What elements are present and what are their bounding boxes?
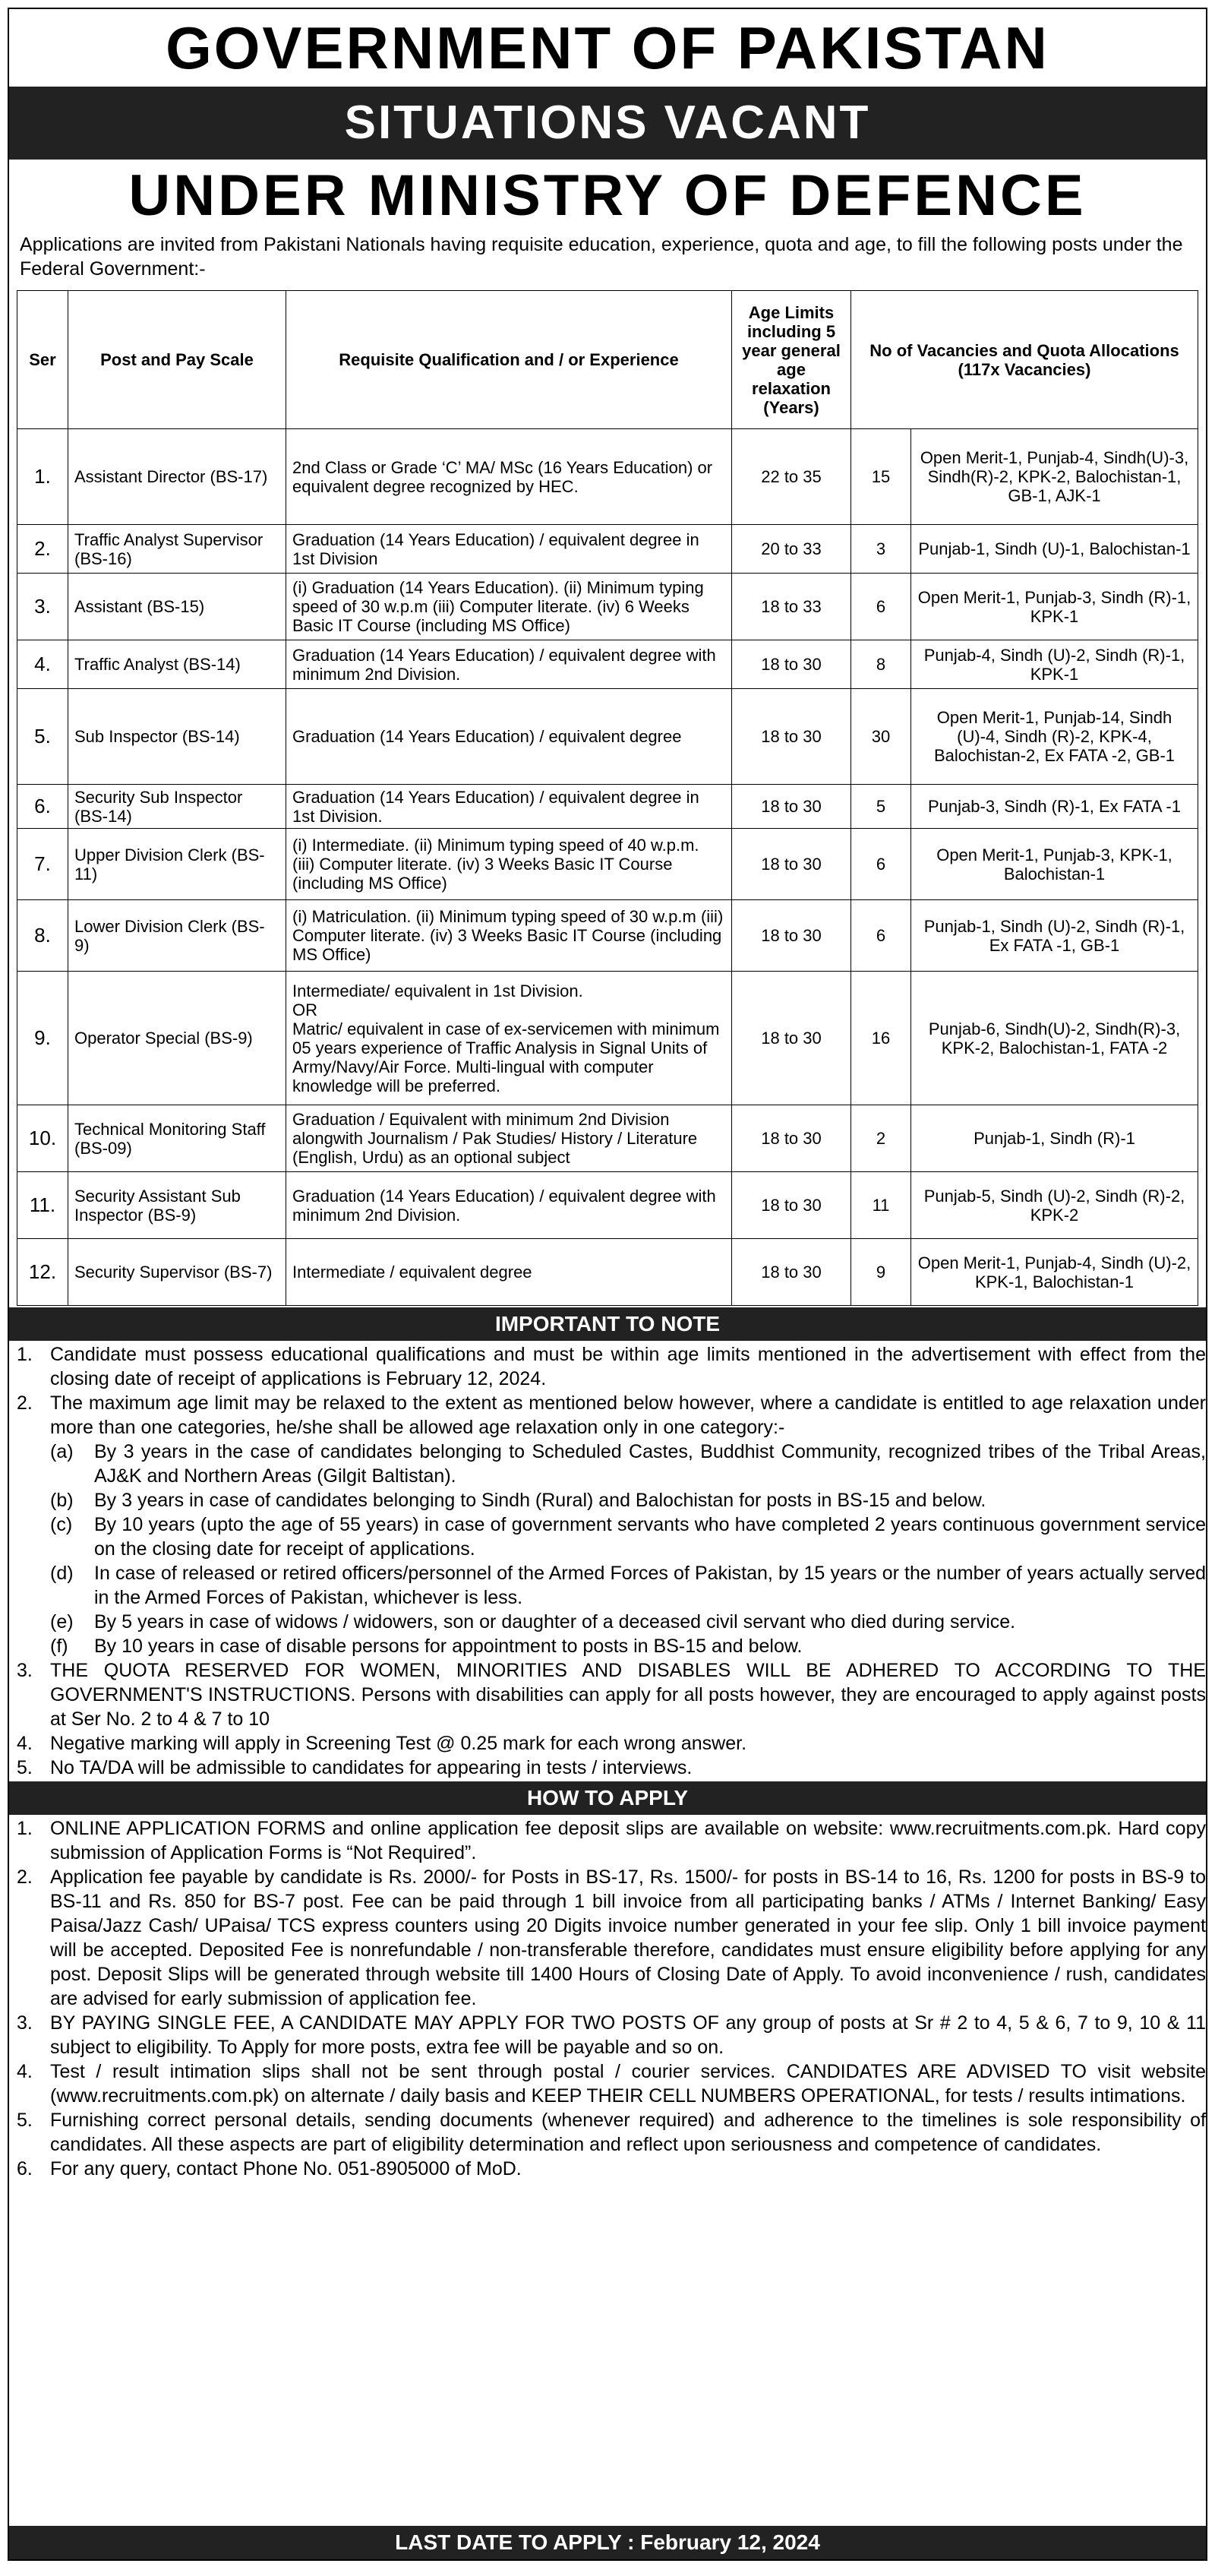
row-ser: 10.: [17, 1105, 68, 1172]
note-item: [9, 2157, 1206, 2181]
sub-note-item: [9, 1512, 1206, 1561]
row-ser: 8.: [17, 900, 68, 972]
row-vacancies: 6: [851, 900, 911, 972]
header-post: Post and Pay Scale: [68, 291, 286, 429]
note-number: (a): [50, 1441, 74, 1462]
note-item: [9, 1658, 1206, 1731]
row-vacancies: 5: [851, 785, 911, 829]
table-row: [17, 574, 1198, 640]
note-text: By 10 years (upto the age of 55 years) in case of government servants who have completed 2 years continuous government service on the closing date for receipt of applications.: [94, 1514, 1206, 1560]
note-item: [9, 1731, 1206, 1756]
vacancy-table: [17, 290, 1198, 1306]
note-item: [9, 2011, 1206, 2059]
table-row: [17, 1172, 1198, 1239]
header-qual: Requisite Qualification and / or Experience: [286, 291, 732, 429]
row-qualification: Intermediate / equivalent degree: [286, 1239, 732, 1306]
note-item: [9, 1342, 1206, 1391]
row-age-limit: 18 to 30: [732, 900, 851, 972]
note-text: By 5 years in case of widows / widowers, son or daughter of a deceased civil servant who died during service.: [94, 1611, 1016, 1633]
row-age-limit: 18 to 30: [732, 640, 851, 689]
note-item: [9, 1391, 1206, 1440]
sub-note-item: [9, 1634, 1206, 1658]
row-post: Upper Division Clerk (BS-11): [68, 829, 286, 900]
note-text: ONLINE APPLICATION FORMS and online application fee deposit slips are available on website: www.recruitments.com.pk. Hard copy submission of Application Forms is “Not Required”.: [50, 1818, 1206, 1863]
table-row: [17, 972, 1198, 1105]
row-quota: Open Merit-1, Punjab-3, Sindh (R)-1, KPK-1: [911, 574, 1198, 640]
note-item: [9, 1756, 1206, 1780]
row-qualification: Graduation (14 Years Education) / equivalent degree with minimum 2nd Division.: [286, 640, 732, 689]
row-qualification: Graduation (14 Years Education) / equivalent degree with minimum 2nd Division.: [286, 1172, 732, 1239]
row-ser: 3.: [17, 574, 68, 640]
row-vacancies: 15: [851, 429, 911, 525]
row-vacancies: 9: [851, 1239, 911, 1306]
row-quota: Punjab-1, Sindh (U)-1, Balochistan-1: [911, 525, 1198, 574]
row-post: Operator Special (BS-9): [68, 972, 286, 1105]
row-quota: Punjab-5, Sindh (U)-2, Sindh (R)-2, KPK-2: [911, 1172, 1198, 1239]
row-ser: 1.: [17, 429, 68, 525]
row-age-limit: 18 to 30: [732, 785, 851, 829]
row-vacancies: 30: [851, 689, 911, 785]
row-quota: Punjab-4, Sindh (U)-2, Sindh (R)-1, KPK-1: [911, 640, 1198, 689]
note-text: Candidate must possess educational qualifications and must be within age limits mentioned in the advertisement with effect from the closing date of receipt of applications is February 12, 2024.: [50, 1344, 1206, 1389]
row-quota: Punjab-1, Sindh (R)-1: [911, 1105, 1198, 1172]
note-number: (b): [50, 1490, 74, 1511]
row-age-limit: 18 to 30: [732, 972, 851, 1105]
table-row: [17, 640, 1198, 689]
row-qualification: 2nd Class or Grade ‘C’ MA/ MSc (16 Years Education) or equivalent degree recognized by HEC.: [286, 429, 732, 525]
row-quota: Punjab-3, Sindh (R)-1, Ex FATA -1: [911, 785, 1198, 829]
row-age-limit: 18 to 30: [732, 1239, 851, 1306]
row-post: Assistant Director (BS-17): [68, 429, 286, 525]
table-row: [17, 829, 1198, 900]
row-ser: 2.: [17, 525, 68, 574]
note-text: By 3 years in case of candidates belonging to Sindh (Rural) and Balochistan for posts in BS-15 and below.: [94, 1490, 986, 1511]
note-number: 2.: [17, 1392, 33, 1414]
row-post: Traffic Analyst Supervisor (BS-16): [68, 525, 286, 574]
note-item: [9, 2059, 1206, 2108]
row-post: Security Sub Inspector (BS-14): [68, 785, 286, 829]
sub-note-item: [9, 1488, 1206, 1512]
sub-note-item: [9, 1440, 1206, 1488]
apply-notes: [9, 1816, 1206, 2181]
note-text: Test / result intimation slips shall not be sent through postal / courier services. CANDIDATES ARE ADVISED TO visit website (www.recruitments.com.pk) on alternate / daily basis and KEEP THEIR CELL NUMBERS OPERATIONAL, for tests / results intimations.: [50, 2061, 1206, 2107]
footer-last-date: LAST DATE TO APPLY : February 12, 2024: [9, 2526, 1206, 2559]
row-post: Security Assistant Sub Inspector (BS-9): [68, 1172, 286, 1239]
note-text: BY PAYING SINGLE FEE, A CANDIDATE MAY APPLY FOR TWO POSTS OF any group of posts at Sr # 2 to 4, 5 & 6, 7 to 9, 10 & 11 subject to eligibility. To Apply for more posts, extra fee will be payable and so on.: [50, 2012, 1206, 2058]
header-ministry: UNDER MINISTRY OF DEFENCE: [128, 163, 1087, 228]
note-number: (c): [50, 1514, 73, 1535]
table-row: [17, 1105, 1198, 1172]
header-subtitle: SITUATIONS VACANT: [9, 87, 1206, 160]
note-text: The maximum age limit may be relaxed to the extent as mentioned below however, where a candidate is entitled to age relaxation under more than one categories, he/she shall be allowed age relaxation only in one category:-: [50, 1392, 1206, 1438]
row-qualification: (i) Graduation (14 Years Education). (ii) Minimum typing speed of 30 w.p.m (iii) Computer literate. (iv) 6 Weeks Basic IT Course (including MS Office): [286, 574, 732, 640]
note-number: (e): [50, 1611, 74, 1633]
note-number: 3.: [17, 2012, 33, 2034]
row-ser: 6.: [17, 785, 68, 829]
sub-note-item: [9, 1561, 1206, 1610]
row-age-limit: 22 to 35: [732, 429, 851, 525]
note-number: 1.: [17, 1344, 33, 1365]
header-age: Age Limits including 5 year general age relaxation (Years): [732, 291, 851, 429]
row-age-limit: 18 to 30: [732, 829, 851, 900]
row-ser: 7.: [17, 829, 68, 900]
advertisement-page: [8, 8, 1207, 2561]
table-row: [17, 429, 1198, 525]
row-vacancies: 8: [851, 640, 911, 689]
row-age-limit: 18 to 30: [732, 689, 851, 785]
row-ser: 9.: [17, 972, 68, 1105]
note-number: 4.: [17, 1733, 33, 1754]
row-ser: 11.: [17, 1172, 68, 1239]
row-age-limit: 18 to 33: [732, 574, 851, 640]
intro-text: Applications are invited from Pakistani Nationals having requisite education, experience, quota and age, to fill the following posts under the Federal Government:-: [20, 234, 1183, 280]
header-title: GOVERNMENT OF PAKISTAN: [166, 14, 1049, 81]
table-row: [17, 525, 1198, 574]
note-item: [9, 2108, 1206, 2157]
row-ser: 12.: [17, 1239, 68, 1306]
note-text: For any query, contact Phone No. 051-8905000 of MoD.: [50, 2158, 522, 2179]
table-row: [17, 900, 1198, 972]
note-item: [9, 1816, 1206, 1865]
row-age-limit: 18 to 30: [732, 1172, 851, 1239]
row-age-limit: 18 to 30: [732, 1105, 851, 1172]
note-number: 1.: [17, 1818, 33, 1839]
note-number: 4.: [17, 2061, 33, 2082]
row-qualification: Graduation (14 Years Education) / equivalent degree: [286, 689, 732, 785]
note-number: 5.: [17, 1757, 33, 1778]
note-text: In case of released or retired officers/personnel of the Armed Forces of Pakistan, by 15 years or the number of years actually served in the Armed Forces of Pakistan, whichever is less.: [94, 1563, 1206, 1608]
table-row: [17, 689, 1198, 785]
table-row: [17, 1239, 1198, 1306]
note-number: 3.: [17, 1660, 33, 1681]
row-qualification: Graduation / Equivalent with minimum 2nd Division alongwith Journalism / Pak Studies/ History / Literature (English, Urdu) as an optional subject: [286, 1105, 732, 1172]
row-quota: Open Merit-1, Punjab-4, Sindh(U)-3, Sindh(R)-2, KPK-2, Balochistan-1, GB-1, AJK-1: [911, 429, 1198, 525]
row-qualification: Graduation (14 Years Education) / equivalent degree in 1st Division: [286, 525, 732, 574]
row-quota: Open Merit-1, Punjab-3, KPK-1, Balochistan-1: [911, 829, 1198, 900]
row-vacancies: 6: [851, 574, 911, 640]
note-text: THE QUOTA RESERVED FOR WOMEN, MINORITIES AND DISABLES WILL BE ADHERED TO ACCORDING TO THE GOVERNMENT'S INSTRUCTIONS. Persons with disabilities can apply for all posts however, they are encouraged to apply against posts at Ser No. 2 to 4 & 7 to 10: [50, 1660, 1206, 1730]
row-qualification: (i) Matriculation. (ii) Minimum typing speed of 30 w.p.m (iii) Computer literate. (iv) 3 Weeks Basic IT Course (including MS Office): [286, 900, 732, 972]
row-post: Assistant (BS-15): [68, 574, 286, 640]
note-text: By 10 years in case of disable persons for appointment to posts in BS-15 and below.: [94, 1636, 803, 1657]
note-text: Application fee payable by candidate is Rs. 2000/- for Posts in BS-17, Rs. 1500/- for posts in BS-14 to 16, Rs. 1200 for posts in BS-9 to BS-11 and Rs. 850 for BS-7 post. Fee can be paid through 1 bill invoice from all participating banks / ATMs / Internet Banking/ Easy Paisa/Jazz Cash/ UPaisa/ TCS express counters using 20 Digits invoice number generated in your fee slip. Only 1 bill invoice payment will be accepted. Deposited Fee is nonrefundable / non-transferable therefore, candidates must ensure eligibility before applying for any post. Deposit Slips will be generated through website till 1400 Hours of Closing Date of Apply. To avoid inconvenience / rush, candidates are advised for early submission of application fee.: [50, 1866, 1206, 2009]
row-qualification: Intermediate/ equivalent in 1st Division. OR Matric/ equivalent in case of ex-servicemen with minimum 05 years experience of Traffic Analysis in Signal Units of Army/Navy/Air Force. Multi-lingual with computer knowledge will be preferred.: [286, 972, 732, 1105]
important-heading: IMPORTANT TO NOTE: [9, 1307, 1206, 1341]
note-text: Negative marking will apply in Screening Test @ 0.25 mark for each wrong answer.: [50, 1733, 747, 1754]
table-row: [17, 785, 1198, 829]
note-text: No TA/DA will be admissible to candidates for appearing in tests / interviews.: [50, 1757, 693, 1778]
row-vacancies: 6: [851, 829, 911, 900]
row-quota: Punjab-1, Sindh (U)-2, Sindh (R)-1, Ex FATA -1, GB-1: [911, 900, 1198, 972]
note-text: By 3 years in the case of candidates belonging to Scheduled Castes, Buddhist Community, recognized tribes of the Tribal Areas, AJ&K and Northern Areas (Gilgit Baltistan).: [94, 1441, 1206, 1487]
row-post: Sub Inspector (BS-14): [68, 689, 286, 785]
sub-note-item: [9, 1610, 1206, 1634]
note-item: [9, 1865, 1206, 2011]
row-quota: Open Merit-1, Punjab-14, Sindh (U)-4, Sindh (R)-2, KPK-4, Balochistan-2, Ex FATA -2, GB-1: [911, 689, 1198, 785]
row-vacancies: 2: [851, 1105, 911, 1172]
important-notes: [9, 1342, 1206, 1780]
note-number: (f): [50, 1636, 68, 1657]
note-number: 2.: [17, 1866, 33, 1888]
row-vacancies: 11: [851, 1172, 911, 1239]
row-vacancies: 3: [851, 525, 911, 574]
header-vacancies: No of Vacancies and Quota Allocations (117x Vacancies): [851, 291, 1198, 429]
row-vacancies: 16: [851, 972, 911, 1105]
apply-heading: HOW TO APPLY: [9, 1781, 1206, 1815]
row-post: Lower Division Clerk (BS-9): [68, 900, 286, 972]
header-ser: Ser: [17, 291, 68, 429]
row-post: Technical Monitoring Staff (BS-09): [68, 1105, 286, 1172]
row-post: Security Supervisor (BS-7): [68, 1239, 286, 1306]
row-age-limit: 20 to 33: [732, 525, 851, 574]
note-number: 6.: [17, 2158, 33, 2179]
row-qualification: (i) Intermediate. (ii) Minimum typing speed of 40 w.p.m. (iii) Computer literate. (iv) 3 Weeks Basic IT Course (including MS Office): [286, 829, 732, 900]
note-text: Furnishing correct personal details, sending documents (whenever required) and adherence to the timelines is sole responsibility of candidates. All these aspects are part of eligibility determination and reflect upon seriousness and competence of candidates.: [50, 2110, 1206, 2155]
row-quota: Open Merit-1, Punjab-4, Sindh (U)-2, KPK-1, Balochistan-1: [911, 1239, 1198, 1306]
note-number: 5.: [17, 2110, 33, 2131]
row-quota: Punjab-6, Sindh(U)-2, Sindh(R)-3, KPK-2, Balochistan-1, FATA -2: [911, 972, 1198, 1105]
row-ser: 4.: [17, 640, 68, 689]
row-ser: 5.: [17, 689, 68, 785]
row-post: Traffic Analyst (BS-14): [68, 640, 286, 689]
note-number: (d): [50, 1563, 74, 1584]
row-qualification: Graduation (14 Years Education) / equivalent degree in 1st Division.: [286, 785, 732, 829]
